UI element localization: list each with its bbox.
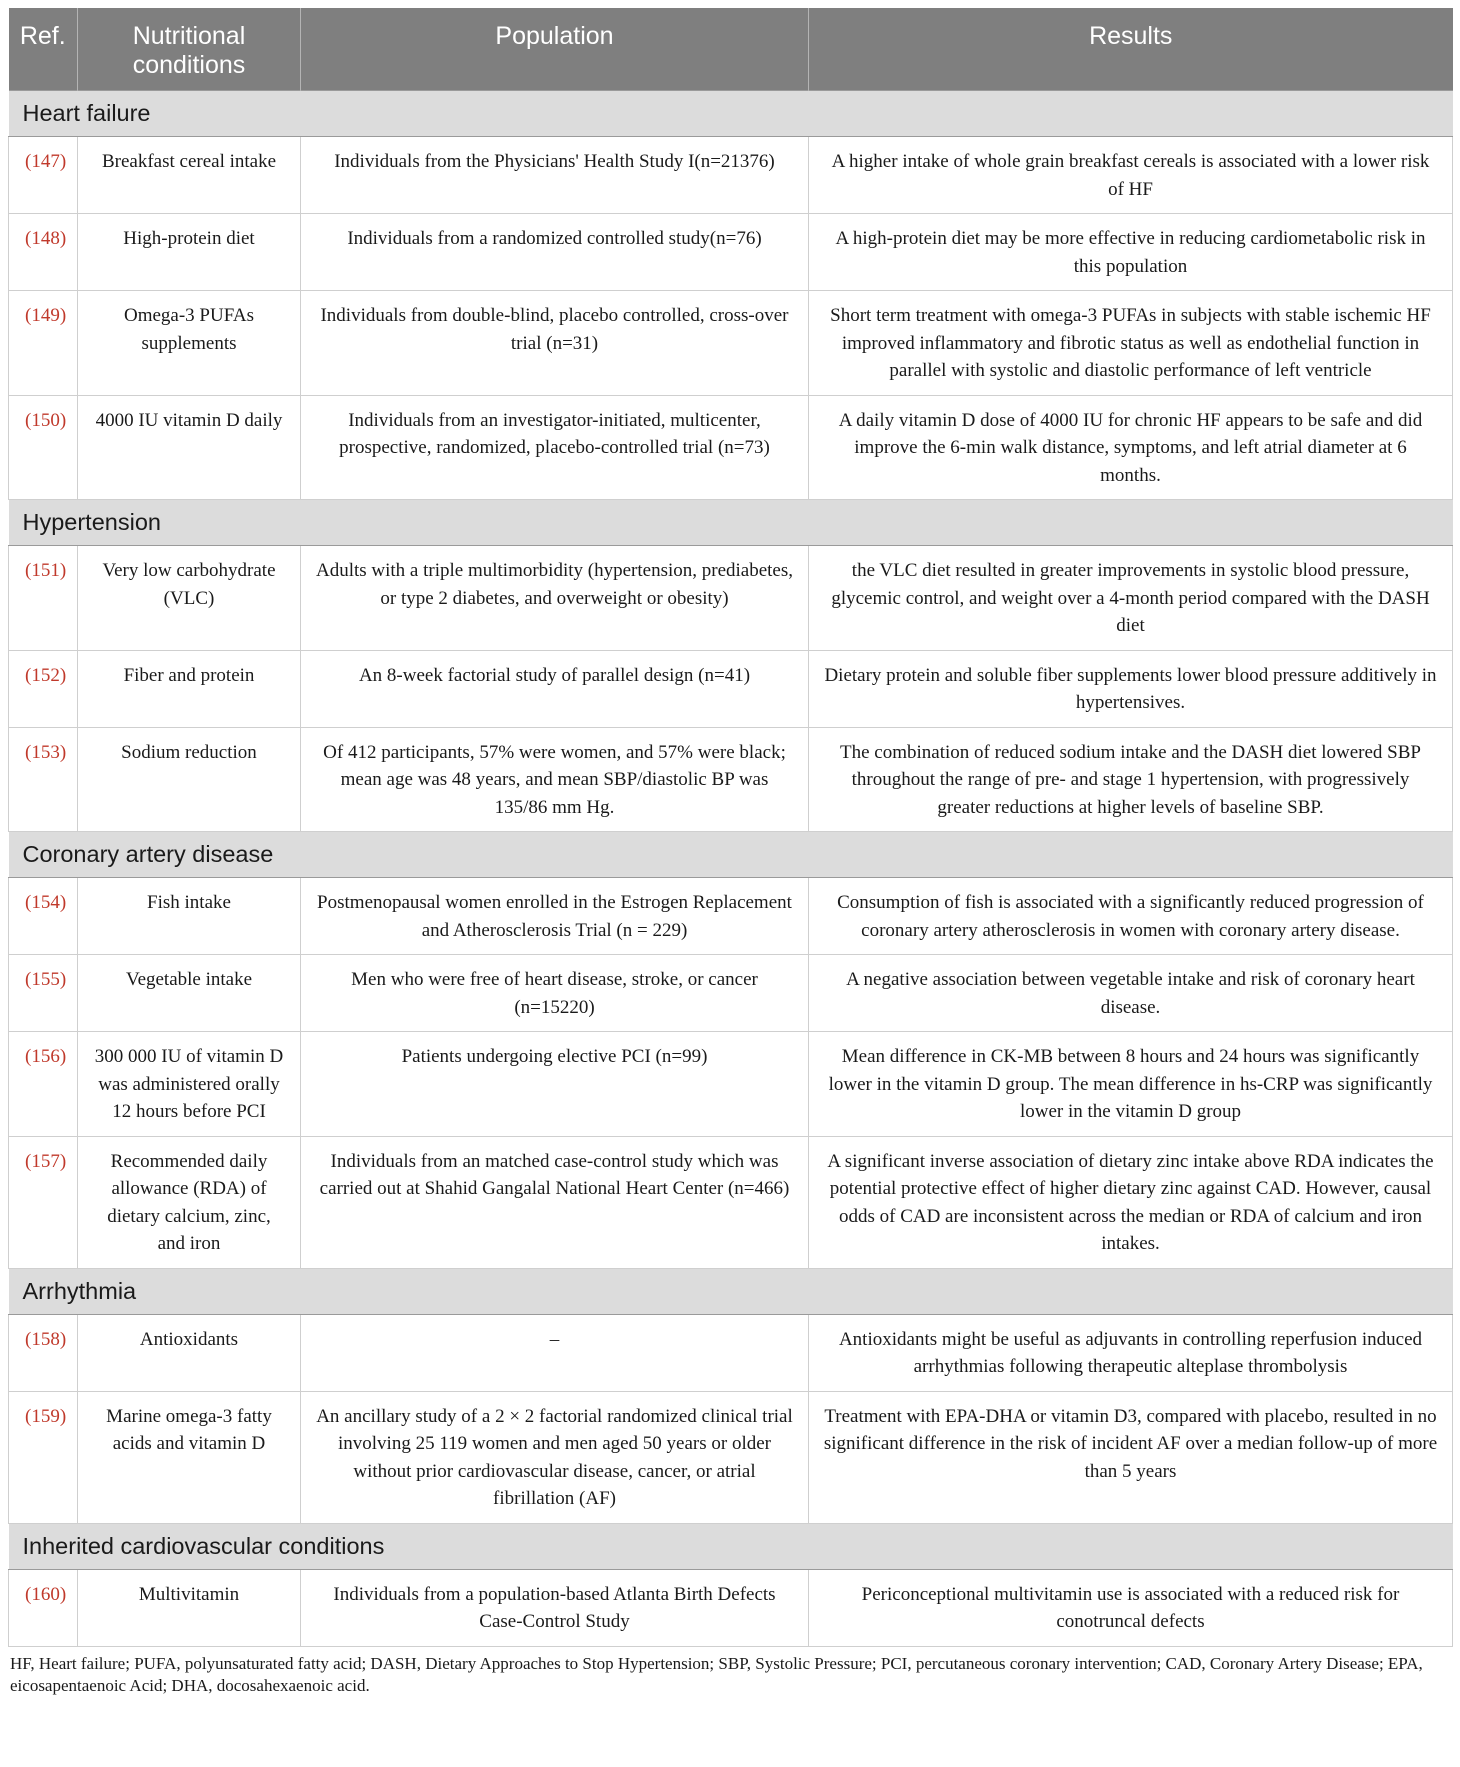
population-cell: Individuals from double-blind, placebo controlled, cross-over trial (n=31) — [301, 291, 809, 396]
header-population: Population — [301, 8, 809, 91]
population-cell: Adults with a triple multimorbidity (hypertension, prediabetes, or type 2 diabetes, and overweight or obesity) — [301, 546, 809, 651]
ref-link[interactable]: (156) — [9, 1032, 78, 1137]
results-cell: A high-protein diet may be more effective in reducing cardiometabolic risk in this population — [809, 214, 1453, 291]
condition-cell: Omega-3 PUFAs supplements — [78, 291, 301, 396]
section-title: Inherited cardiovascular conditions — [9, 1523, 1453, 1569]
section-title: Arrhythmia — [9, 1268, 1453, 1314]
table-footnote: HF, Heart failure; PUFA, polyunsaturated fatty acid; DASH, Dietary Approaches to Stop Hypertension; SBP, Systolic Pressure; PCI, percutaneous coronary intervention; CAD, Coronary Artery Disease; EPA, eicosapentaenoic Acid; DHA, docosahexaenoic acid. — [10, 1653, 1423, 1695]
population-cell: An 8-week factorial study of parallel design (n=41) — [301, 650, 809, 727]
results-cell: Treatment with EPA-DHA or vitamin D3, compared with placebo, resulted in no significant difference in the risk of incident AF over a median follow-up of more than 5 years — [809, 1391, 1453, 1523]
table-row — [9, 137, 1453, 214]
results-cell: Mean difference in CK-MB between 8 hours and 24 hours was significantly lower in the vitamin D group. The mean difference in hs-CRP was significantly lower in the vitamin D group — [809, 1032, 1453, 1137]
results-cell: Antioxidants might be useful as adjuvants in controlling reperfusion induced arrhythmias following therapeutic alteplase thrombolysis — [809, 1314, 1453, 1391]
table-row — [9, 727, 1453, 832]
results-cell: A significant inverse association of dietary zinc intake above RDA indicates the potential protective effect of higher dietary zinc against CAD. However, causal odds of CAD are inconsistent across the median or RDA of calcium and iron intakes. — [809, 1136, 1453, 1268]
population-cell: Individuals from an matched case-control study which was carried out at Shahid Gangalal National Heart Center (n=466) — [301, 1136, 809, 1268]
section-title: Hypertension — [9, 500, 1453, 546]
section-title: Heart failure — [9, 91, 1453, 137]
ref-link[interactable]: (150) — [9, 395, 78, 500]
table-body — [9, 91, 1453, 1647]
condition-cell: Antioxidants — [78, 1314, 301, 1391]
table-row — [9, 1314, 1453, 1391]
condition-cell: Multivitamin — [78, 1569, 301, 1646]
condition-cell: High-protein diet — [78, 214, 301, 291]
condition-cell: Fiber and protein — [78, 650, 301, 727]
population-cell: Individuals from the Physicians' Health Study I(n=21376) — [301, 137, 809, 214]
table-row — [9, 878, 1453, 955]
condition-cell: Marine omega-3 fatty acids and vitamin D — [78, 1391, 301, 1523]
section-title: Coronary artery disease — [9, 832, 1453, 878]
results-cell: A daily vitamin D dose of 4000 IU for chronic HF appears to be safe and did improve the 6-min walk distance, symptoms, and left atrial diameter at 6 months. — [809, 395, 1453, 500]
results-cell: Consumption of fish is associated with a significantly reduced progression of coronary artery atherosclerosis in women with coronary artery disease. — [809, 878, 1453, 955]
results-cell: the VLC diet resulted in greater improvements in systolic blood pressure, glycemic control, and weight over a 4-month period compared with the DASH diet — [809, 546, 1453, 651]
table-row — [9, 1391, 1453, 1523]
section-row — [9, 500, 1453, 546]
condition-cell: Sodium reduction — [78, 727, 301, 832]
table-row — [9, 546, 1453, 651]
table-row — [9, 650, 1453, 727]
ref-link[interactable]: (155) — [9, 955, 78, 1032]
ref-link[interactable]: (147) — [9, 137, 78, 214]
table-row — [9, 1569, 1453, 1646]
ref-link[interactable]: (153) — [9, 727, 78, 832]
condition-cell: Fish intake — [78, 878, 301, 955]
results-cell: Short term treatment with omega-3 PUFAs in subjects with stable ischemic HF improved inflammatory and fibrotic status as well as endothelial function in parallel with systolic and diastolic performance of left ventricle — [809, 291, 1453, 396]
table-row — [9, 955, 1453, 1032]
section-row — [9, 832, 1453, 878]
results-cell: A higher intake of whole grain breakfast cereals is associated with a lower risk of HF — [809, 137, 1453, 214]
header-ref: Ref. — [9, 8, 78, 91]
table-row — [9, 395, 1453, 500]
condition-cell: Recommended daily allowance (RDA) of dietary calcium, zinc, and iron — [78, 1136, 301, 1268]
ref-link[interactable]: (160) — [9, 1569, 78, 1646]
condition-cell: Vegetable intake — [78, 955, 301, 1032]
ref-link[interactable]: (148) — [9, 214, 78, 291]
ref-link[interactable]: (151) — [9, 546, 78, 651]
population-cell: – — [301, 1314, 809, 1391]
results-cell: A negative association between vegetable intake and risk of coronary heart disease. — [809, 955, 1453, 1032]
population-cell: Postmenopausal women enrolled in the Estrogen Replacement and Atherosclerosis Trial (n = 229) — [301, 878, 809, 955]
condition-cell: 300 000 IU of vitamin D was administered orally 12 hours before PCI — [78, 1032, 301, 1137]
ref-link[interactable]: (149) — [9, 291, 78, 396]
section-row — [9, 1268, 1453, 1314]
ref-link[interactable]: (152) — [9, 650, 78, 727]
population-cell: An ancillary study of a 2 × 2 factorial randomized clinical trial involving 25 119 women and men aged 50 years or older without prior cardiovascular disease, cancer, or atrial fibrillation (AF) — [301, 1391, 809, 1523]
population-cell: Individuals from an investigator-initiated, multicenter, prospective, randomized, placebo-controlled trial (n=73) — [301, 395, 809, 500]
results-cell: Dietary protein and soluble fiber supplements lower blood pressure additively in hypertensives. — [809, 650, 1453, 727]
table-row — [9, 1032, 1453, 1137]
table-container — [8, 8, 1452, 1697]
section-row — [9, 91, 1453, 137]
population-cell: Of 412 participants, 57% were women, and 57% were black; mean age was 48 years, and mean SBP/diastolic BP was 135/86 mm Hg. — [301, 727, 809, 832]
population-cell: Individuals from a population-based Atlanta Birth Defects Case-Control Study — [301, 1569, 809, 1646]
ref-link[interactable]: (159) — [9, 1391, 78, 1523]
population-cell: Men who were free of heart disease, stroke, or cancer (n=15220) — [301, 955, 809, 1032]
results-cell: Periconceptional multivitamin use is associated with a reduced risk for conotruncal defects — [809, 1569, 1453, 1646]
header-nutritional-conditions: Nutritional conditions — [78, 8, 301, 91]
section-row — [9, 1523, 1453, 1569]
results-cell: The combination of reduced sodium intake and the DASH diet lowered SBP throughout the range of pre- and stage 1 hypertension, with progressively greater reductions at higher levels of baseline SBP. — [809, 727, 1453, 832]
condition-cell: Breakfast cereal intake — [78, 137, 301, 214]
nutrition-table — [8, 8, 1453, 1647]
ref-link[interactable]: (157) — [9, 1136, 78, 1268]
condition-cell: Very low carbohydrate (VLC) — [78, 546, 301, 651]
population-cell: Patients undergoing elective PCI (n=99) — [301, 1032, 809, 1137]
header-results: Results — [809, 8, 1453, 91]
header-row — [9, 8, 1453, 91]
table-row — [9, 1136, 1453, 1268]
condition-cell: 4000 IU vitamin D daily — [78, 395, 301, 500]
table-row — [9, 214, 1453, 291]
table-row — [9, 291, 1453, 396]
ref-link[interactable]: (158) — [9, 1314, 78, 1391]
population-cell: Individuals from a randomized controlled study(n=76) — [301, 214, 809, 291]
ref-link[interactable]: (154) — [9, 878, 78, 955]
